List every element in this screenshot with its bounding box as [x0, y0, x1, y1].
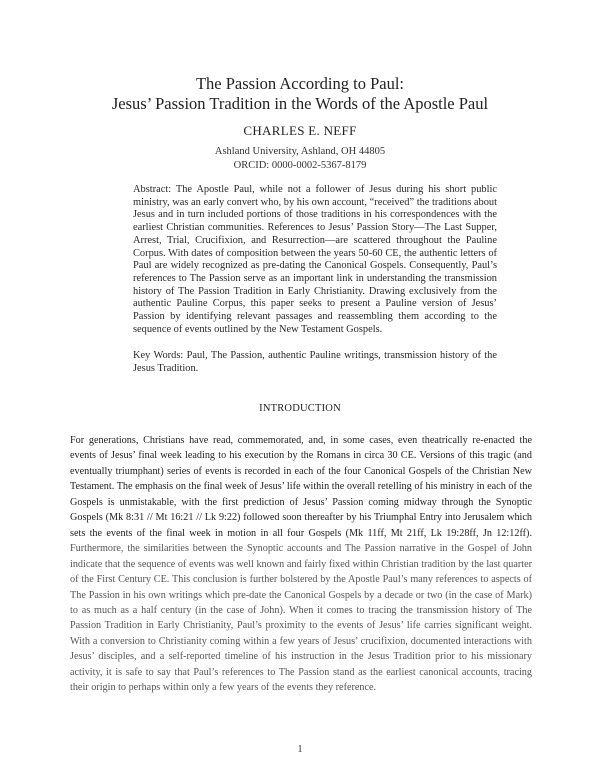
author-affiliation-block	[0, 145, 600, 172]
author-affiliation: Ashland University, Ashland, OH 44805	[214, 146, 386, 157]
author-name: CHARLES E. NEFF	[243, 123, 357, 138]
introduction-paragraph-part-1: For generations, Christians have read, commemorated, and, in some cases, even theatrically re-enacted the events of Jesus’ final week leading to his execution by the Romans in circa 30 CE. Versions of this tragic (and eventually triumphant) series of events is recorded in each of the four Canonical Gospels of the Christian New Testament. The emphasis on the final week of Jesus’ life within the overall retelling of his ministry in each of the Gospels is unmistakable, with the first prediction of Jesus’ Passion coming midway through the Synoptic Gospels (Mk 8:31 // Mt 16:21 // Lk 9:22) followed soon thereafter by his Triumphal Entry into Jerusalem which sets the events of the final week in motion in all four Gospels (Mk 11ff, Mt 21ff, Lk 19:28ff, Jn 12:12ff).	[70, 435, 532, 539]
title-line-1: The Passion According to Paul:	[195, 74, 405, 93]
title-line-2: Jesus’ Passion Tradition in the Words of the Apostle Paul	[111, 94, 489, 113]
page-number: 1	[297, 744, 303, 755]
author-orcid: ORCID: 0000-0002-5367-8179	[233, 159, 367, 171]
keywords: Key Words: Paul, The Passion, authentic Pauline writings, transmission history of the Jesus Tradition.	[133, 350, 497, 374]
paper-title	[0, 74, 600, 114]
section-heading-introduction: INTRODUCTION	[259, 403, 341, 414]
introduction-paragraph-part-2: Furthermore, the similarities between the Synoptic accounts and The Passion narrative in the Gospel of John indicate that the sequence of events was well known and fairly fixed within Christian tradition by the last quarter of the First Century CE. This conclusion is further bolstered by the Apostle Paul’s many references to aspects of The Passion in his own writings which pre-date the Canonical Gospels by a decade or two (in the case of Mark) to as much as a half century (in the case of John). When it comes to tracing the transmission history of The Passion Tradition in Early Christianity, Paul’s proximity to the events of Jesus’ life carries significant weight. With a conversion to Christianity coming within a few years of Jesus’ crucifixion, documented interactions with Jesus’ disciples, and a self-reported timeline of his instruction in the Jesus Tradition prior to his missionary activity, it is safe to say that Paul’s references to The Passion stand as the earliest canonical accounts, tracing their origin to perhaps within only a few years of the events they reference.	[70, 543, 532, 694]
introduction-paragraph	[70, 433, 532, 696]
abstract: Abstract: The Apostle Paul, while not a follower of Jesus during his short public ministry, was an early convert who, by his own account, “received” the traditions about Jesus and in turn included portions of those traditions in his correspondences with the earliest Christian communities. References to Jesus’ Passion Story—The Last Supper, Arrest, Trial, Crucifixion, and Resurrection—are scattered throughout the Pauline Corpus. With dates of composition between the years 50-60 CE, the authentic letters of Paul are widely recognized as pre-dating the Canonical Gospels. Consequently, Paul’s references to The Passion serve as an important link in understanding the transmission history of The Passion Tradition in Early Christianity. Drawing exclusively from the authentic Pauline Corpus, this paper seeks to present a Pauline version of Jesus’ Passion by identifying relevant passages and reassembling them according to the sequence of events outlined by the New Testament Gospels.	[133, 184, 497, 335]
